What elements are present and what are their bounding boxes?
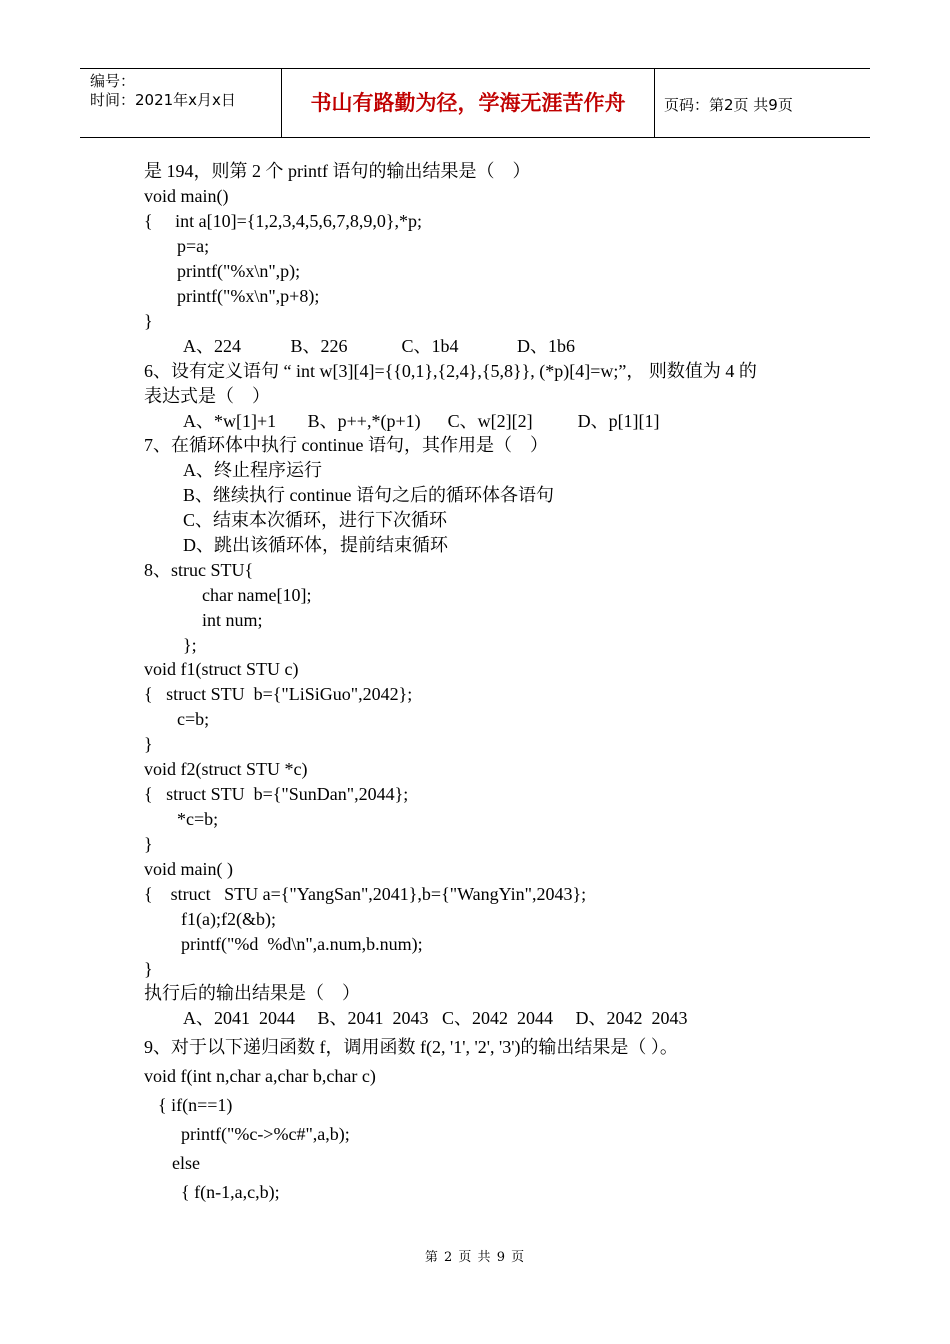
text-line: p=a; [177, 236, 210, 256]
text-line: } [144, 734, 153, 754]
header-time-label: 时间：2021年x月x日 [90, 91, 236, 109]
text-line: int num; [202, 610, 263, 630]
text-line: A、*w[1]+1 B、p++,*(p+1) C、w[2][2] D、p[1][1] [183, 411, 660, 431]
text-line: else [172, 1153, 200, 1173]
text-line: 执行后的输出结果是（ ） [144, 983, 360, 1003]
header-divider-right [654, 69, 655, 137]
header-meta [90, 72, 236, 110]
text-line: void f1(struct STU c) [144, 659, 299, 679]
text-line: printf("%d %d\n",a.num,b.num); [181, 934, 423, 954]
text-line: A、2041 2044 B、2041 2043 C、2042 2044 D、2042 2043 [183, 1008, 688, 1028]
text-line: c=b; [177, 709, 210, 729]
text-line: void main() [144, 186, 229, 206]
text-line: B、继续执行 continue 语句之后的循环体各语句 [183, 485, 554, 505]
text-line: { struct STU a={"YangSan",2041},b={"WangYin",2043}; [144, 884, 587, 904]
text-line: void f(int n,char a,char b,char c) [144, 1066, 376, 1086]
text-line: char name[10]; [202, 585, 312, 605]
text-line: *c=b; [177, 809, 219, 829]
text-line: { int a[10]={1,2,3,4,5,6,7,8,9,0},*p; [144, 211, 423, 231]
text-line: D、跳出该循环体，提前结束循环 [183, 535, 448, 555]
header-number-label: 编号： [90, 72, 136, 90]
text-line: void main( ) [144, 859, 233, 879]
text-line: 是 194，则第 2 个 printf 语句的输出结果是（ ） [144, 161, 531, 181]
header-page-info: 页码：第2页 共9页 [664, 96, 793, 114]
text-line: C、结束本次循环，进行下次循环 [183, 510, 448, 530]
text-line: f1(a);f2(&b); [181, 909, 276, 929]
text-line: 7、在循环体中执行 continue 语句，其作用是（ ） [144, 435, 548, 455]
text-line: { f(n-1,a,c,b); [181, 1182, 280, 1202]
text-line: printf("%x\n",p+8); [177, 286, 320, 306]
text-line: printf("%x\n",p); [177, 261, 301, 281]
text-line: 表达式是（ ） [144, 386, 270, 406]
text-line: 6、设有定义语句 “ int w[3][4]={{0,1},{2,4},{5,8}}, (*p)[4]=w;”， 则数值为 4 的 [144, 361, 757, 381]
text-line: { struct STU b={"LiSiGuo",2042}; [144, 684, 413, 704]
text-line: printf("%c->%c#",a,b); [181, 1124, 350, 1144]
text-line: }; [183, 635, 197, 655]
text-line: 9、对于以下递归函数 f，调用函数 f(2, '1', '2', '3')的输出结果是（ ）。 [144, 1037, 678, 1057]
text-line: 8、struc STU{ [144, 560, 254, 580]
text-line: } [144, 311, 153, 331]
text-line: { if(n==1) [158, 1095, 233, 1115]
text-line: } [144, 834, 153, 854]
page-footer: 第 2 页 共 9 页 [424, 1250, 526, 1265]
text-line: { struct STU b={"SunDan",2044}; [144, 784, 409, 804]
text-line: } [144, 959, 153, 979]
text-line: A、终止程序运行 [183, 460, 322, 480]
text-line: A、224 B、226 C、1b4 D、1b6 [183, 336, 576, 356]
text-line: void f2(struct STU *c) [144, 759, 308, 779]
page-header [80, 68, 870, 138]
header-motto: 书山有路勤为径，学海无涯苦作舟 [310, 91, 626, 115]
